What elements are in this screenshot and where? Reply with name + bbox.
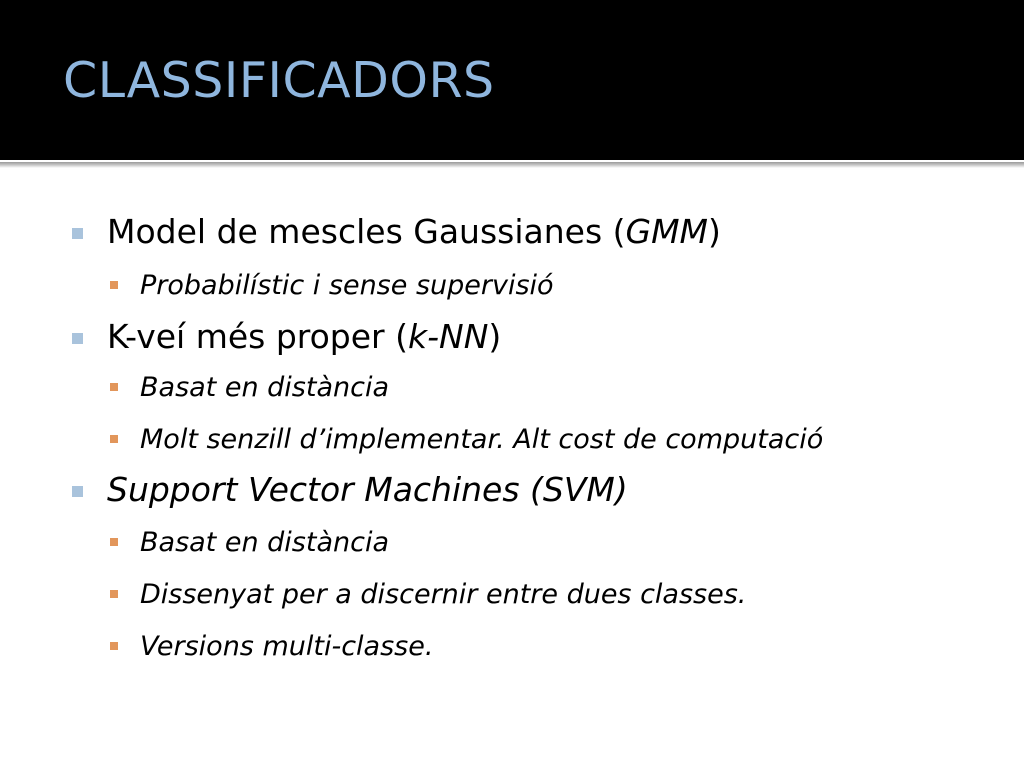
sub-bullet-item	[110, 631, 433, 662]
bullet-text	[107, 317, 501, 356]
bullet-text-part: )	[708, 212, 721, 251]
sub-bullet-text: Basat en distància	[140, 527, 389, 558]
square-sub-bullet-icon	[110, 383, 118, 391]
sub-bullet-item	[110, 527, 389, 558]
sub-bullet-text: Versions multi-classe.	[140, 631, 434, 662]
slide-title: CLASSIFICADORS	[63, 52, 495, 109]
bullet-text-part: Model de mescles Gaussianes (	[107, 212, 626, 251]
bullet-text-part: K-veí més proper (	[107, 317, 408, 356]
square-sub-bullet-icon	[110, 642, 118, 650]
bullet-text-acronym: k-NN	[407, 317, 489, 356]
sub-bullet-item	[110, 372, 389, 403]
sub-bullet-text: Dissenyat per a discernir entre dues classes.	[140, 579, 747, 610]
square-bullet-icon	[72, 333, 83, 344]
sub-bullet-item	[110, 270, 554, 301]
sub-bullet-item	[110, 424, 823, 455]
sub-bullet-text: Probabilístic i sense supervisió	[140, 270, 554, 301]
bullet-item-knn	[72, 317, 501, 356]
square-bullet-icon	[72, 228, 83, 239]
square-sub-bullet-icon	[110, 590, 118, 598]
square-bullet-icon	[72, 486, 83, 497]
sub-bullet-text: Molt senzill d’implementar. Alt cost de computació	[140, 424, 824, 455]
square-sub-bullet-icon	[110, 281, 118, 289]
sub-bullet-item	[110, 579, 746, 610]
bullet-text	[107, 212, 721, 251]
square-sub-bullet-icon	[110, 435, 118, 443]
bullet-text-part: )	[488, 317, 502, 356]
bullet-text: Support Vector Machines (SVM)	[107, 470, 628, 509]
sub-bullet-text: Basat en distància	[140, 372, 389, 403]
bullet-item-gmm	[72, 212, 721, 251]
square-sub-bullet-icon	[110, 538, 118, 546]
bullet-text-acronym: GMM	[625, 212, 709, 251]
bullet-item-svm	[72, 470, 628, 509]
